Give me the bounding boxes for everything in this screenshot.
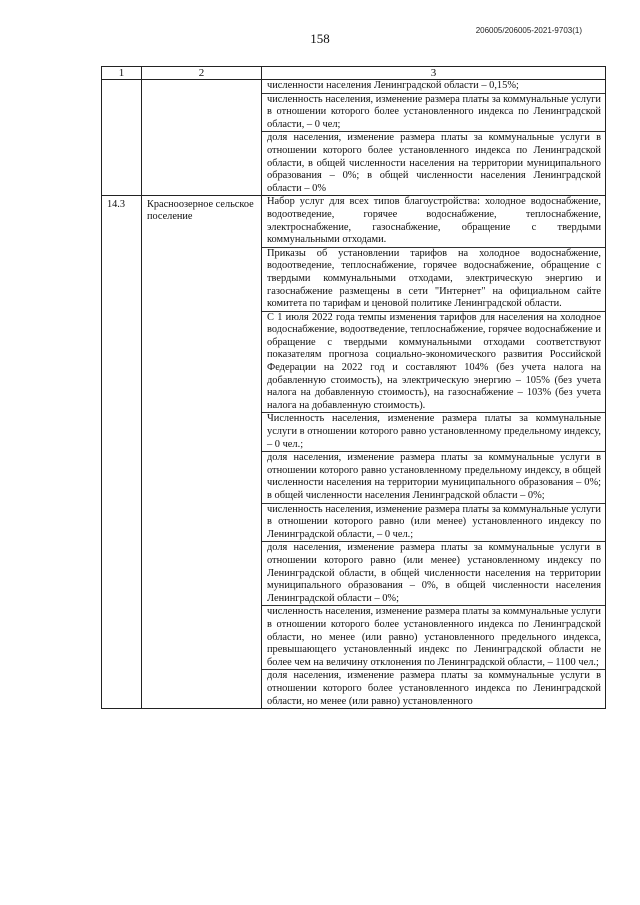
table-row-14-3 bbox=[102, 196, 606, 709]
row-paragraph-8: численность населения, изменение размера платы за коммунальные услуги в отношении которого более установленного индекса по Ленинградской области, но менее (или равно) установленного предельного индекса, превышающего установленный индекс по Ленинградской области не более чем на величину отклонения по Ленинградской области, – 1100 чел.; bbox=[262, 605, 605, 669]
document-code: 206005/206005-2021-9703(1) bbox=[475, 26, 582, 35]
page-number: 158 bbox=[310, 31, 330, 46]
cont-paragraph-1: численности населения Ленинградской области – 0,15%; bbox=[267, 80, 519, 91]
cont-paragraph-3: доля населения, изменение размера платы за коммунальные услуги в отношении которого более установленного индекса по Ленинградской области, в общей численности населения на территории муниципального образования – 0%; в общей численности населения Ленинградской области – 0% bbox=[262, 131, 605, 195]
tariff-table bbox=[101, 66, 606, 709]
table-row-continuation bbox=[102, 80, 606, 196]
column-header-2: 2 bbox=[142, 67, 262, 80]
column-header-1: 1 bbox=[102, 67, 142, 80]
cont-number-cell bbox=[102, 80, 142, 196]
row-paragraph-4: Численность населения, изменение размера платы за коммунальные услуги в отношении которого равно установленному предельному индексу, – 0 чел.; bbox=[262, 412, 605, 451]
row-paragraph-6: численность населения, изменение размера платы за коммунальные услуги в отношении которого равно (или менее) установленного индексу по Ленинградской области, – 0 чел.; bbox=[262, 503, 605, 542]
row-paragraph-7: доля населения, изменение размера платы за коммунальные услуги в отношении которого равно (или менее) установленному индексу по Ленинградской области, в общей численности населения на территории муниципального образования – 0%, в общей численности населения Ленинградской области – 0%; bbox=[262, 541, 605, 605]
cont-paragraph-2: численность населения, изменение размера платы за коммунальные услуги в отношении которого более установленного индекса по Ленинградской области, – 0 чел; bbox=[262, 93, 605, 132]
cont-name-cell bbox=[142, 80, 262, 196]
row-number: 14.3 bbox=[102, 196, 142, 709]
row-text-cell bbox=[262, 196, 606, 709]
row-paragraph-5: доля населения, изменение размера платы за коммунальные услуги в отношении которого равно установленному предельному индексу, в общей численности населения на территории муниципального образования – 0%; в общей численности населения Ленинградской области – 0%; bbox=[262, 451, 605, 502]
row-paragraph-9: доля населения, изменение размера платы за коммунальные услуги в отношении которого более установленного индекса по Ленинградской области, но менее (или равно) установленного bbox=[262, 669, 605, 708]
row-paragraph-3: С 1 июля 2022 года темпы изменения тарифов для населения на холодное водоснабжение, водоотведение, теплоснабжение, горячее водоснабжение и обращение с твердыми коммунальными отходами соответствуют показателям прогноза социально-экономического развития Российской Федерации на 2022 год и составляют 104% (без учета налога на добавленную стоимость), на электрическую энергию – 105% (без учета налога на добавленную стоимость), на газоснабжение – 103% (без учета налога на добавленную стоимость). bbox=[262, 311, 605, 413]
row-paragraph-2: Приказы об установлении тарифов на холодное водоснабжение, водоотведение, теплоснабжение, горячее водоснабжение, обращение с твердыми коммунальными отходами, электрическую энергию и газоснабжение размещены в сети "Интернет" на официальном сайте комитета по тарифам и ценовой политике Ленинградской области. bbox=[262, 247, 605, 311]
table-header-row bbox=[102, 67, 606, 80]
settlement-name: Красноозерное сельское поселение bbox=[142, 196, 262, 709]
column-header-3: 3 bbox=[262, 67, 606, 80]
cont-text-cell bbox=[262, 80, 606, 196]
row-paragraph-1: Набор услуг для всех типов благоустройства: холодное водоснабжение, водоотведение, горячее водоснабжение, теплоснабжение, электроснабжение, газоснабжение, обращение с твердыми коммунальными отходами. bbox=[267, 196, 601, 246]
